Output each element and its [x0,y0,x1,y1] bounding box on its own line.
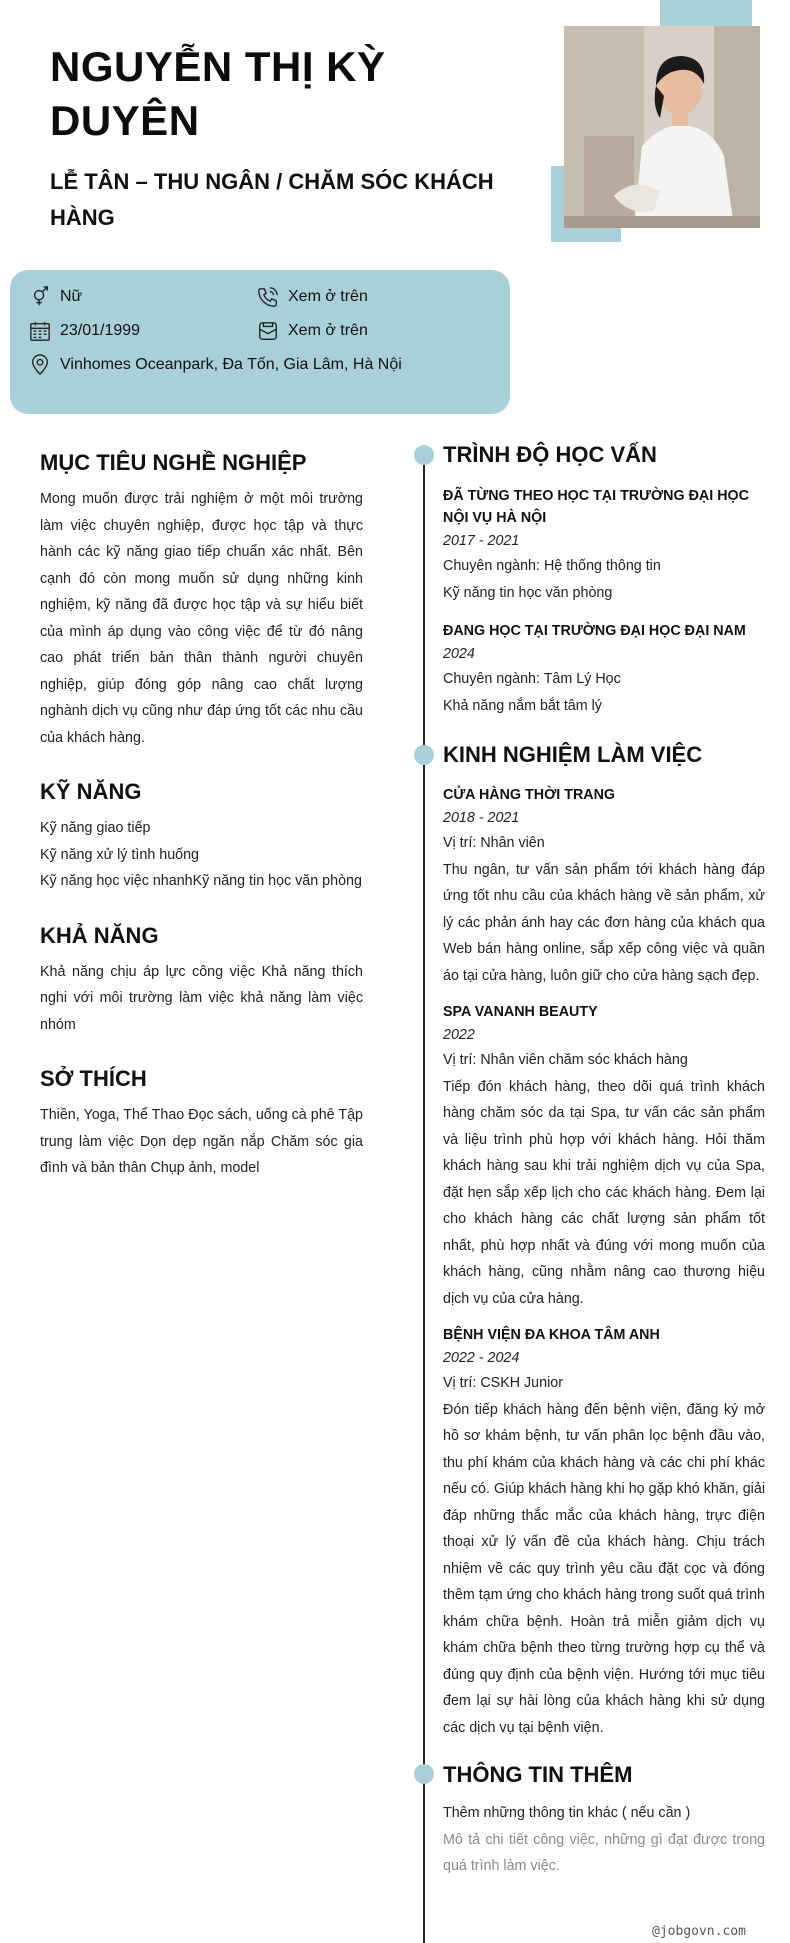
experience-period: 2018 - 2021 [443,810,520,826]
additional-placeholder: Mô tả chi tiết công việc, những gì đạt được trong quá trình làm việc. [443,1831,765,1874]
education-detail: Khả năng nắm bắt tâm lý [443,697,602,714]
timeline-dot-experience [414,745,434,765]
education-period: 2024 [443,646,475,662]
left-column [40,448,363,1208]
hobbies-section [40,1064,363,1182]
additional-section [443,1760,765,1880]
hobbies-title: SỞ THÍCH [40,1066,147,1091]
birthday-value: 23/01/1999 [60,322,141,339]
company-name: BỆNH VIỆN ĐA KHOA TÂM ANH [443,1327,660,1343]
additional-line: Thêm những thông tin khác ( nếu cần ) [443,1805,691,1821]
experience-title: KINH NGHIỆM LÀM VIỆC [443,742,703,767]
contact-gender [29,286,82,308]
gender-value: Nữ [60,288,83,305]
experience-description: Tiếp đón khách hàng, theo dõi quá trình khách hàng chăm sóc da tại Spa, tư vấn các sản phẩm và liệu trình phù hợp với khách hàng. Hỏi thăm khách hàng sau khi trải nghiệm dịch vụ của Spa, đặt hẹn sắp xếp lịch cho các khách hàng. Đem lại cho khách hàng các chất lượng sản phẩm tốt nhất, phù hợp nhất và đúng với mong muốn của khách hàng, cũng nhằm nâng cao thương hiệu dịch vụ của cửa hàng. [443,1078,765,1307]
abilities-text: Khả năng chịu áp lực công việc Khả năng thích nghi với môi trường làm việc khả năng làm việc nhóm [40,963,363,1033]
school-name: ĐÃ TỪNG THEO HỌC TẠI TRƯỜNG ĐẠI HỌC NỘI VỤ HÀ NỘI [443,488,749,526]
skills-title: KỸ NĂNG [40,779,142,804]
experience-role: Vị trí: Nhân viên chăm sóc khách hàng [443,1052,688,1068]
education-period: 2017 - 2021 [443,533,520,549]
education-detail: Chuyên ngành: Hệ thống thông tin [443,558,661,574]
abilities-section [40,921,363,1039]
objective-text: Mong muốn được trải nghiệm ở một môi trường làm việc chuyên nghiệp, được học tập và thực hành các kỹ năng giao tiếp chuẩn xác nhất. Bên cạnh đó còn mong muốn sử dụng những kinh nghiệm, kỹ năng đã được học tập và sự hiểu biết của mình áp dụng vào công việc để từ đó nâng cao phát triển bản thân thành người chuyên nghiệp, giúp đóng góp nâng cao chất lượng nghành dịch vụ cũng như đáp ứng tốt các nhu cầu của khách hàng. [40,491,363,746]
experience-description: Đón tiếp khách hàng đến bệnh viện, đăng ký mở hồ sơ khám bệnh, tư vấn phân lọc bệnh đầu vào, thu phí khám của khách hàng và các chi phí khác nếu có. Giúp khách hàng khi họ gặp khó khăn, giải đáp những thắc mắc của khách hàng, trực điện thoại xử lý vấn đề của khách hàng. Chịu trách nhiệm về các quy trình yêu cầu đặt cọc và đóng thêm tạm ứng cho khách hàng trong suốt quá trình khám chữa bệnh. Hoàn trả miễn giảm dịch vụ khám chữa bệnh theo từng trường hợp cụ thể và đúng quy định của bệnh viện. Hướng tới mục tiêu đem lại sự hài lòng của khách hàng khi sử dụng các dịch vụ tại bệnh viện. [443,1401,765,1736]
experience-period: 2022 - 2024 [443,1350,520,1366]
education-section [443,440,765,719]
candidate-name: NGUYỄN THỊ KỲ DUYÊN [50,43,386,144]
contact-address [29,354,402,376]
location-icon [29,354,51,376]
education-detail: Kỹ năng tin học văn phòng [443,584,613,601]
experience-description: Thu ngân, tư vấn sản phẩm tới khách hàng đáp ứng tốt nhu cầu của khách hàng về sản phẩm, xử lý các phản ánh hay các đơn hàng của khách qua Web bán hàng online, sắp xếp công việc và quần áo tại cửa hàng, luôn giữ cho cửa hàng sạch đẹp. [443,861,765,984]
experience-item [443,1324,765,1741]
hobbies-text: Thiền, Yoga, Thể Thao Đọc sách, uống cà phê Tập trung làm việc Dọn dẹp ngăn nắp Chăm sóc gia đình và bản thân Chụp ảnh, model [40,1107,363,1176]
job-title: LỄ TÂN – THU NGÂN / CHĂM SÓC KHÁCH HÀNG [50,169,494,230]
cv-header [50,40,510,236]
address-value: Vinhomes Oceanpark, Đa Tốn, Gia Lâm, Hà Nội [60,356,402,373]
gender-icon [29,286,51,308]
contact-box [10,270,510,414]
profile-photo [564,26,760,228]
experience-section [443,740,765,1741]
education-title: TRÌNH ĐỘ HỌC VẤN [443,442,657,467]
contact-birthday [29,320,140,342]
watermark: @jobgovn.com [652,1924,746,1939]
skill-item: Kỹ năng xử lý tình huống [40,846,199,863]
company-name: CỬA HÀNG THỜI TRANG [443,787,616,803]
email-value: Xem ở trên [288,322,368,339]
company-name: SPA VANANH BEAUTY [443,1004,598,1020]
experience-period: 2022 [443,1027,475,1043]
objective-section [40,448,363,751]
phone-value: Xem ở trên [288,288,368,305]
phone-icon [257,286,279,308]
objective-title: MỤC TIÊU NGHỀ NGHIỆP [40,450,307,475]
timeline-line [423,452,425,1943]
abilities-title: KHẢ NĂNG [40,922,159,948]
experience-item [443,784,765,989]
skill-item: Kỹ năng học việc nhanhKỹ năng tin học văn phòng [40,873,362,889]
contact-email [257,320,368,342]
additional-title: THÔNG TIN THÊM [443,1762,633,1787]
education-detail: Chuyên ngành: Tâm Lý Học [443,671,621,687]
email-icon [257,320,279,342]
school-name: ĐANG HỌC TẠI TRƯỜNG ĐẠI HỌC ĐẠI NAM [443,623,746,639]
calendar-icon [29,320,51,342]
education-item [443,620,765,719]
education-item [443,485,765,606]
timeline-dot-additional [414,1764,434,1784]
skill-item: Kỹ năng giao tiếp [40,820,151,836]
timeline-dot-education [414,445,434,465]
experience-item [443,1001,765,1312]
contact-phone [257,286,368,308]
experience-role: Vị trí: Nhân viên [443,835,545,851]
skills-list [40,815,363,895]
experience-role: Vị trí: CSKH Junior [443,1375,563,1391]
skills-section [40,777,363,895]
